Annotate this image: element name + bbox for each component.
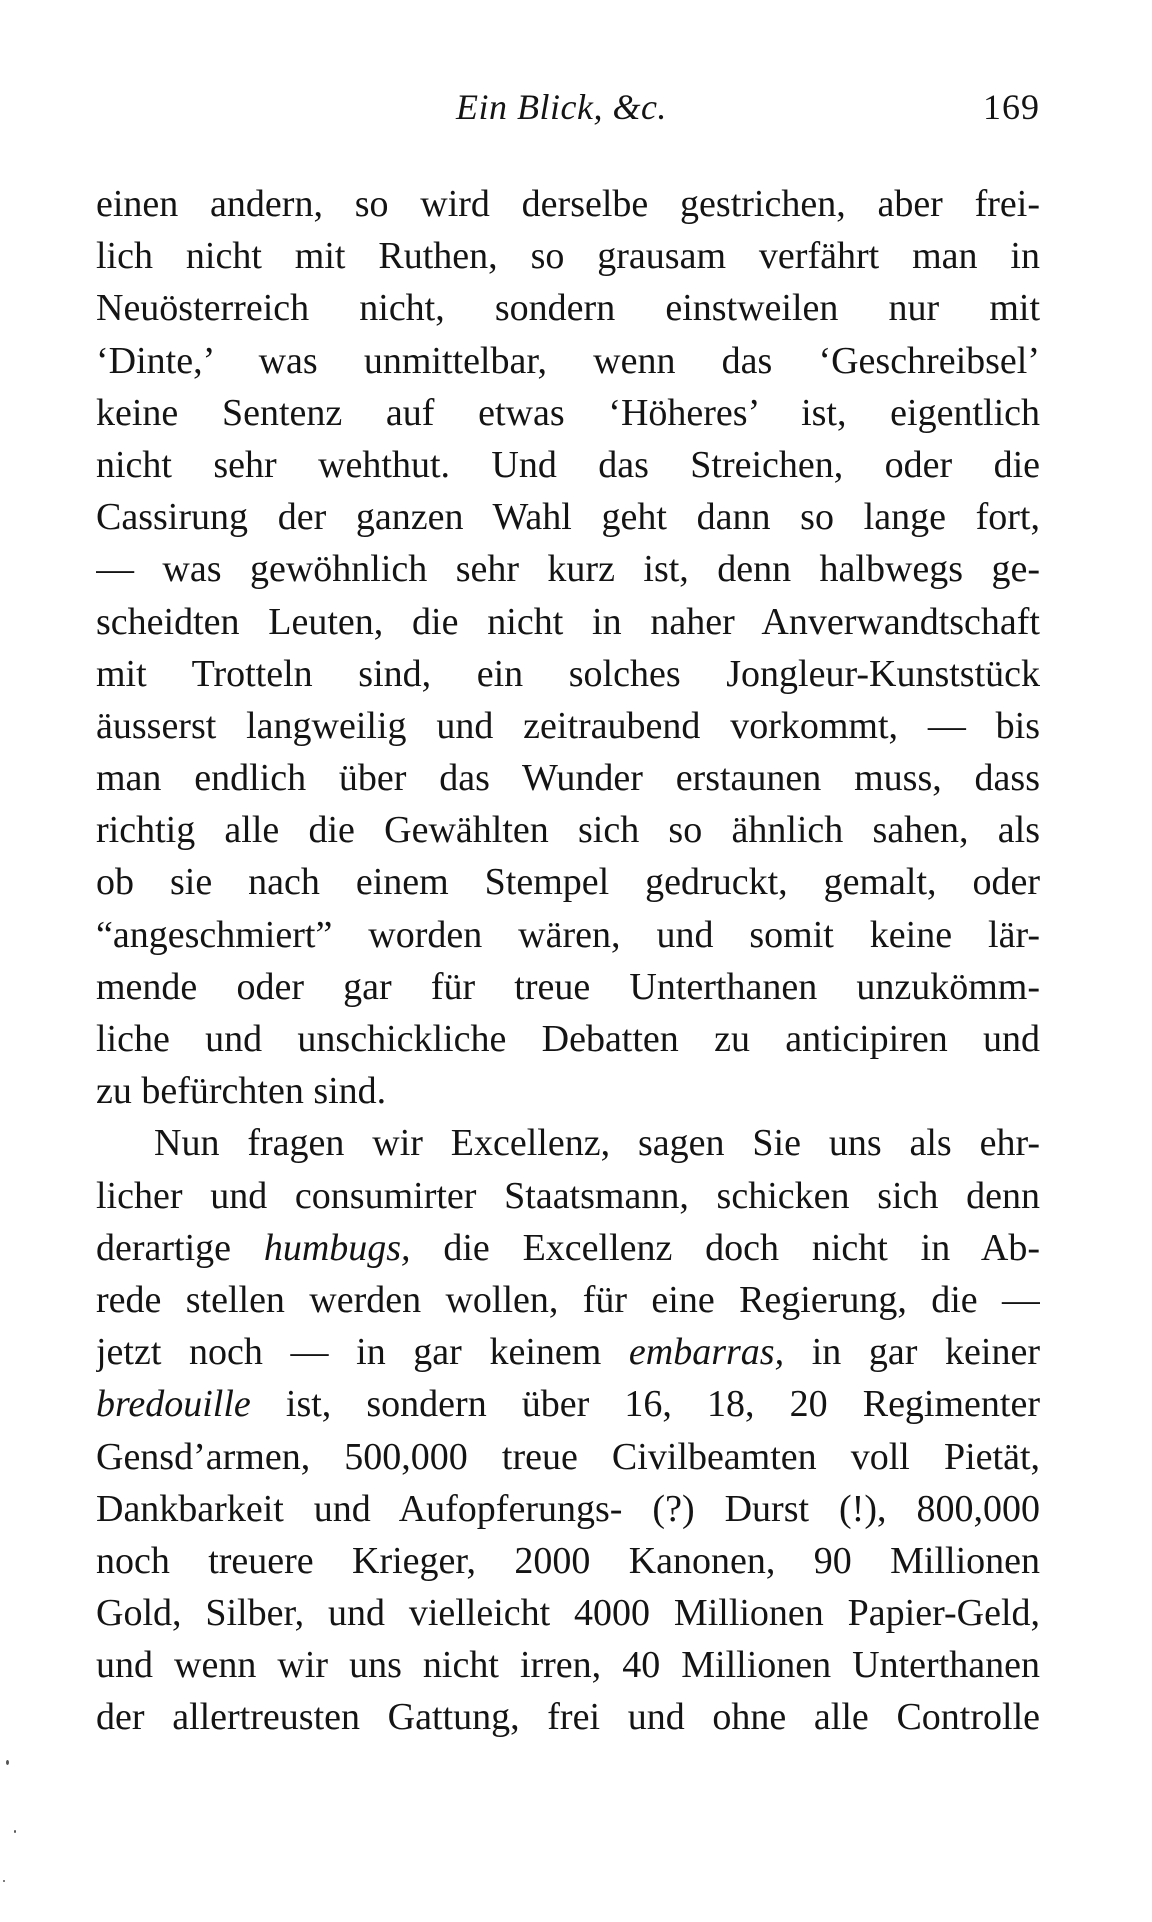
text-line: keine Sentenz auf etwas ‘Höheres’ ist, eigentlich bbox=[96, 391, 1040, 434]
paragraph-1 bbox=[96, 178, 1040, 1117]
page-header bbox=[96, 78, 1040, 134]
text-line: richtig alle die Gewählten sich so ähnlich sahen, als bbox=[96, 809, 1040, 852]
paragraph-2 bbox=[96, 1117, 1040, 1743]
text-line bbox=[96, 1326, 1040, 1378]
text-line bbox=[96, 1222, 1040, 1274]
text-line: noch treuere Krieger, 2000 Kanonen, 90 Millionen bbox=[96, 1539, 1040, 1582]
text-line: Cassirung der ganzen Wahl geht dann so lange fort, bbox=[96, 496, 1040, 539]
italic-term: embarras, bbox=[628, 1331, 785, 1374]
text-line: ‘Dinte,’ was unmittelbar, wenn das ‘Geschreibsel’ bbox=[96, 339, 1040, 382]
text-line: zu befürchten sind. bbox=[96, 1070, 387, 1113]
text-run: ist, sondern über 16, 18, 20 Regimenter bbox=[250, 1383, 1040, 1426]
text-line: der allertreusten Gattung, frei und ohne alle Controlle bbox=[96, 1696, 1040, 1739]
text-line: mende oder gar für treue Unterthanen unzukömm- bbox=[96, 965, 1040, 1008]
text-line: Dankbarkeit und Aufopferungs- (?) Durst (!), 800,000 bbox=[96, 1487, 1040, 1530]
text-line: und wenn wir uns nicht irren, 40 Millionen Unterthanen bbox=[96, 1644, 1040, 1687]
text-line: liche und unschickliche Debatten zu anticipiren und bbox=[96, 1018, 1040, 1060]
text-line: einen andern, so wird derselbe gestrichen, aber frei- bbox=[96, 183, 1040, 225]
page-number: 169 bbox=[983, 87, 1040, 127]
scan-speck bbox=[6, 1760, 9, 1765]
text-line: Gold, Silber, und vielleicht 4000 Millionen Papier-Geld, bbox=[96, 1592, 1040, 1635]
italic-term: humbugs, bbox=[263, 1226, 411, 1269]
text-line: — was gewöhnlich sehr kurz ist, denn halbwegs ge- bbox=[96, 548, 1040, 591]
text-line: Gensd’armen, 500,000 treue Civilbeamten voll Pietät, bbox=[96, 1435, 1040, 1478]
text-run: die Excellenz doch nicht in Ab- bbox=[410, 1226, 1040, 1269]
text-line: mit Trotteln sind, ein solches Jongleur-Kunststück bbox=[96, 652, 1040, 695]
text-line: licher und consumirter Staatsmann, schicken sich denn bbox=[96, 1174, 1040, 1217]
text-line: ob sie nach einem Stempel gedruckt, gemalt, oder bbox=[96, 861, 1040, 904]
text-line: Nun fragen wir Excellenz, sagen Sie uns als ehr- bbox=[154, 1122, 1040, 1165]
text-run: derartige bbox=[96, 1226, 264, 1269]
text-run: jetzt noch — in gar keinem bbox=[96, 1331, 629, 1374]
scan-speck bbox=[14, 1830, 16, 1833]
text-line: man endlich über das Wunder erstaunen muss, dass bbox=[96, 757, 1040, 800]
text-line: “angeschmiert” worden wären, und somit keine lär- bbox=[96, 913, 1040, 956]
running-title: Ein Blick, &c. bbox=[456, 87, 667, 127]
text-line: scheidten Leuten, die nicht in naher Anverwandtschaft bbox=[96, 600, 1040, 643]
text-run: in gar keiner bbox=[784, 1331, 1040, 1374]
italic-term: bredouille bbox=[96, 1383, 251, 1426]
scan-speck bbox=[3, 1880, 5, 1882]
text-line: rede stellen werden wollen, für eine Regierung, die — bbox=[96, 1278, 1040, 1321]
text-line: lich nicht mit Ruthen, so grausam verfährt man in bbox=[96, 235, 1040, 278]
text-line: Neuösterreich nicht, sondern einstweilen nur mit bbox=[96, 287, 1040, 330]
body-text bbox=[96, 178, 1040, 1744]
text-line: nicht sehr wehthut. Und das Streichen, oder die bbox=[96, 443, 1040, 486]
text-line bbox=[96, 1378, 1040, 1430]
text-line: äusserst langweilig und zeitraubend vorkommt, — bis bbox=[96, 704, 1040, 747]
